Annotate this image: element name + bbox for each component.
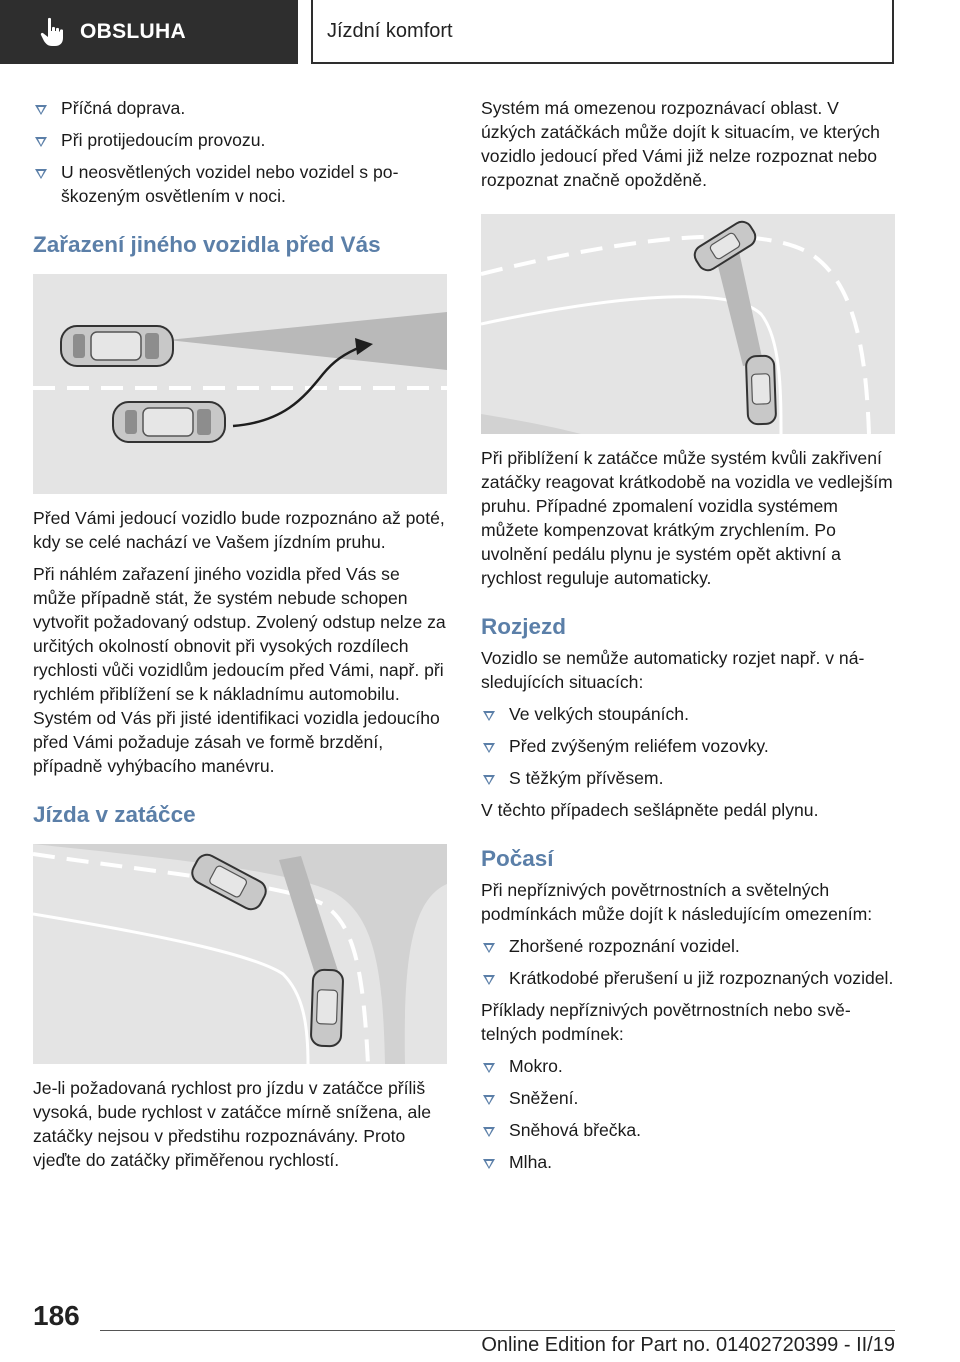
figure-driving-in-curve	[33, 844, 447, 1064]
bullet-triangle-icon	[483, 975, 495, 985]
list-item: Ve velkých stoupáních.	[481, 702, 895, 726]
hand-pointer-icon	[40, 17, 66, 47]
paragraph: Příklady nepříznivých povětrnostních nebo světelných podmínek:	[481, 1000, 851, 1044]
bullet-triangle-icon	[483, 775, 495, 785]
footer-edition: Online Edition for Part no. 01402720399 - II/19	[481, 1334, 895, 1356]
car-curve-own	[311, 969, 344, 1046]
figure-cut-in-vehicle	[33, 274, 447, 494]
list-item: U neosvětlených vozidel nebo vozidel s poškozeným osvětlením v noci.	[33, 160, 447, 208]
list-item: Před zvýšeným reliéfem vozovky.	[481, 734, 895, 758]
chapter-title: Jízdní komfort	[327, 19, 453, 42]
page-number: 186	[33, 1300, 80, 1331]
heading-cut-in: Zařazení jiného vozidla před Vás	[33, 232, 381, 257]
heading-curve: Jízda v zatáčce	[33, 802, 196, 827]
heading-start: Rozjezd	[481, 614, 567, 639]
bullet-triangle-icon	[483, 1159, 495, 1169]
paragraph: Je-li požadovaná rychlost pro jízdu v zatáčce příliš vysoká, bude rychlost v zatáčce mírně snížena, ale zatáčky nejsou v předstihu rozpoznávány. Proto vjeďte do zatáčky přiměřenou rychlostí.	[33, 1078, 432, 1170]
list-item: Sněhová břečka.	[481, 1118, 895, 1142]
figure-narrow-curve	[481, 214, 895, 434]
list-item: Mlha.	[481, 1150, 895, 1174]
bullet-triangle-icon	[483, 1095, 495, 1105]
list-item: Zhoršené rozpoznání vozidel.	[481, 934, 895, 958]
list-item: S těžkým přívěsem.	[481, 766, 895, 790]
bullet-triangle-icon	[483, 1127, 495, 1137]
list-item: Při protijedoucím provozu.	[33, 128, 447, 152]
chapter-header	[311, 0, 894, 64]
car-ahead	[61, 326, 173, 366]
section-label: OBSLUHA	[80, 20, 186, 43]
bullet-triangle-icon	[35, 105, 47, 115]
bullet-triangle-icon	[35, 169, 47, 179]
bullet-triangle-icon	[483, 711, 495, 721]
list-item: Sněžení.	[481, 1086, 895, 1110]
car-narrow-own	[746, 356, 776, 425]
bullet-triangle-icon	[483, 943, 495, 953]
left-column	[33, 96, 447, 1180]
paragraph: Při náhlém zařazení jiného vozidla před Vás se může případně stát, že systém nebude schopen vytvořit požadovaný odstup. Zvolený odstup nelze za určitých okolností obnovit při vysokých rozdílech rychlosti vůči vozidlům jedoucím před Vámi, např. při rychlém přiblížení se k nákladnímu automobilu. Systém od Vás při jisté identifikaci vozidla jedoucího před Vámi požaduje zásah ve formě brzdění, případně vyhýbacího manévru.	[33, 564, 446, 776]
list-item: Příčná doprava.	[33, 96, 447, 120]
paragraph: Vozidlo se nemůže automaticky rozjet např. v následujících situacích:	[481, 648, 865, 692]
section-tab	[0, 0, 298, 64]
list-item: Krátkodobé přerušení u již rozpoznaných vozidel.	[481, 966, 895, 990]
bullet-triangle-icon	[483, 1063, 495, 1073]
car-own	[113, 402, 225, 442]
paragraph: Před Vámi jedoucí vozidlo bude rozpoznáno až poté, kdy se celé nachází ve Vašem jízdním pruhu.	[33, 508, 445, 552]
list-item: Mokro.	[481, 1054, 895, 1078]
bullet-triangle-icon	[483, 743, 495, 753]
paragraph: Systém má omezenou rozpoznávací oblast. V úzkých zatáčkách může dojít k situacím, ve kterých vozidlo jedoucí před Vámi již nelze rozpoznat nebo rozpoznat značně opožděně.	[481, 98, 880, 190]
bullet-triangle-icon	[35, 137, 47, 147]
paragraph: V těchto případech sešlápněte pedál plynu.	[481, 800, 819, 820]
heading-weather: Počasí	[481, 846, 554, 871]
paragraph: Při nepříznivých povětrnostních a světelných podmínkách může dojít k následujícím omezením:	[481, 880, 873, 924]
paragraph: Při přiblížení k zatáčce může systém kvůli zakřivení zatáčky reagovat krátkodobě na vozidla ve vedlejším pruhu. Případné zpomalení vozidla systémem můžete kompenzovat krátkým zrychlením. Po uvolnění pedálu plynu je systém opět aktivní a rychlost reguluje automaticky.	[481, 448, 893, 588]
right-column	[481, 96, 895, 1182]
